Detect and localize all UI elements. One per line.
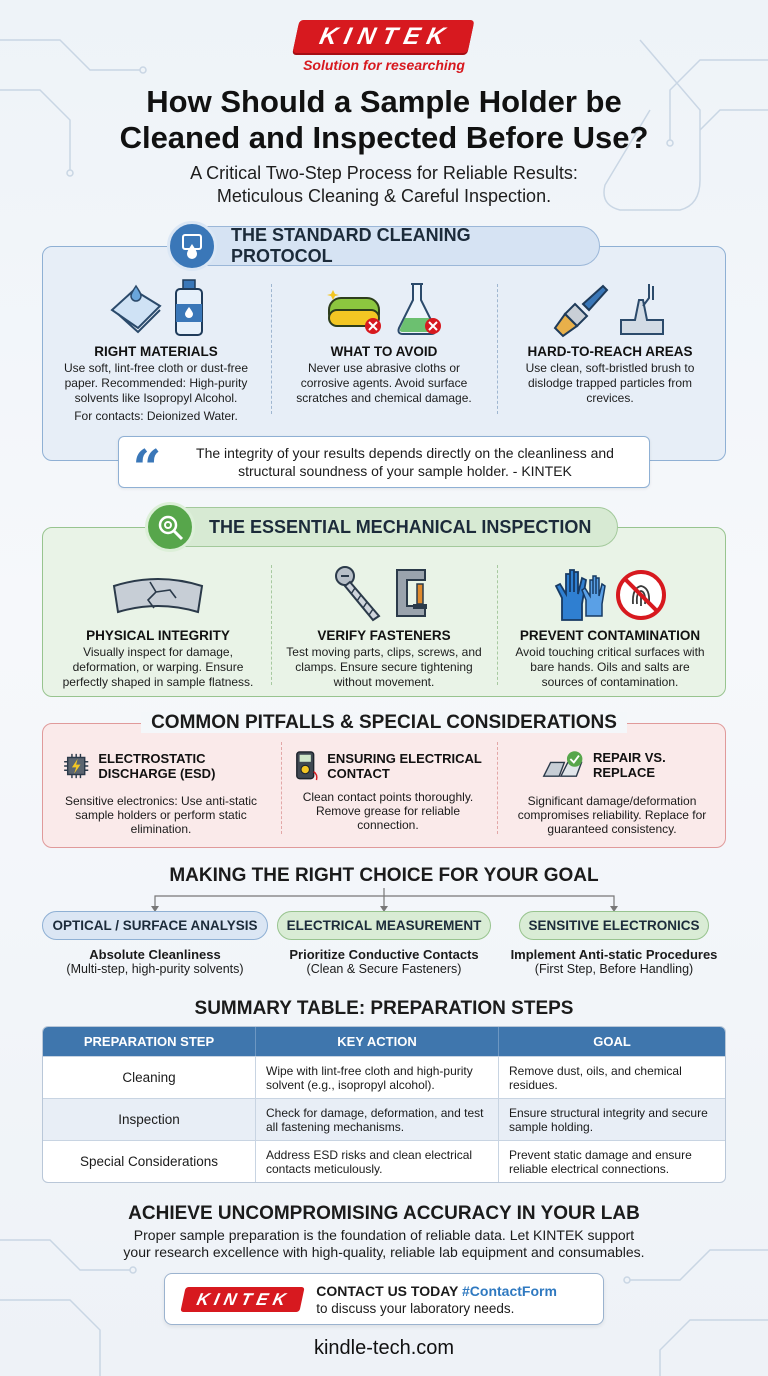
water-drop-icon <box>167 221 217 271</box>
table-header-cell: PREPARATION STEP <box>83 1034 215 1049</box>
kintek-quote <box>118 436 650 497</box>
table-cell: Prevent static damage and ensure reliable electrical connections. <box>498 1141 725 1182</box>
page-subtitle <box>0 162 768 208</box>
cracked-plate-icon <box>110 568 206 622</box>
cleaning-heading-text: THE STANDARD CLEANING PROTOCOL <box>231 225 471 266</box>
divider <box>271 565 272 685</box>
cleaning-col-title: WHAT TO AVOID <box>330 344 438 359</box>
cleaning-col-text: Use clean, soft-bristled brush to dislodge trapped particles from crevices. <box>525 361 695 405</box>
choice-detail-line-2: (Clean & Secure Fasteners) <box>306 962 462 976</box>
cleaning-col-avoid <box>282 276 486 406</box>
choice-optical-detail <box>42 947 268 977</box>
pitfalls-heading <box>0 712 768 734</box>
table-header-row <box>43 1027 725 1056</box>
cleaning-col-text: Never use abrasive cloths or corrosive agents. Avoid surface scratches and chemical damage. <box>296 361 472 405</box>
corrosive-flask-icon <box>393 280 443 338</box>
choice-optical[interactable]: OPTICAL / SURFACE ANALYSIS <box>42 911 268 940</box>
quote-icon: “ <box>132 438 162 497</box>
choice-detail-line-2: (Multi-step, high-purity solvents) <box>66 962 244 976</box>
pitfall-title: ENSURING ELECTRICAL CONTACT <box>327 751 482 781</box>
inspection-col-title: PHYSICAL INTEGRITY <box>86 628 230 643</box>
choice-connector <box>0 888 768 912</box>
choice-electrical-detail <box>272 947 496 977</box>
website-link[interactable]: kindle-tech.com <box>313 1337 455 1359</box>
inspection-col-integrity <box>56 560 260 690</box>
screw-icon <box>333 564 385 622</box>
clamp-icon <box>391 564 435 622</box>
choice-electrical[interactable]: ELECTRICAL MEASUREMENT <box>277 911 491 940</box>
inspection-heading <box>150 507 618 547</box>
cta-heading: ACHIEVE UNCOMPROMISING ACCURACY IN YOUR LAB <box>128 1203 640 1224</box>
abrasive-sponge-icon <box>325 284 387 338</box>
divider <box>497 742 498 834</box>
subtitle-line-2: Meticulous Cleaning & Careful Inspection. <box>216 186 552 206</box>
pitfall-text: Sensitive electronics: Use anti-static sample holders or perform static elimination. <box>64 794 258 836</box>
solvent-bottle-icon <box>172 278 206 338</box>
choice-heading: MAKING THE RIGHT CHOICE FOR YOUR GOAL <box>169 865 599 886</box>
brush-icon <box>553 280 611 338</box>
contact-line-2: to discuss your laboratory needs. <box>316 1300 515 1316</box>
cta-text: Proper sample preparation is the foundation of reliable data. Let KINTEK support your research excellence with high-quality, reliable lab equipment and consumables. <box>123 1227 645 1260</box>
inspection-col-text: Visually inspect for damage, deformation, or warping. Ensure perfectly shaped in sample flatness. <box>62 645 254 689</box>
pitfall-text: Significant damage/deformation compromises reliability. Replace for guaranteed consistency. <box>517 794 707 836</box>
table-cell: Wipe with lint-free cloth and high-purity solvent (e.g., isopropyl alcohol). <box>255 1057 498 1098</box>
choice-detail-line-1: Implement Anti-static Procedures <box>510 947 718 962</box>
cleaning-col-title: HARD-TO-REACH AREAS <box>527 344 693 359</box>
pitfall-esd <box>62 746 260 836</box>
divider <box>271 284 272 414</box>
choice-detail-line-1: Absolute Cleanliness <box>89 947 221 962</box>
replace-check-icon <box>542 748 585 782</box>
pitfall-repair-replace <box>512 748 712 836</box>
logo-badge: KINTEK <box>293 20 475 53</box>
summary-table <box>42 1026 726 1183</box>
cleaning-col-text: Use soft, lint-free cloth or dust-free paper. Recommended: High-purity solvents like Isopropyl Alcohol. <box>63 361 249 405</box>
esd-chip-icon <box>62 746 90 786</box>
table-cell: Special Considerations <box>79 1153 219 1169</box>
contact-button[interactable] <box>164 1273 604 1325</box>
table-cell: Inspection <box>118 1111 180 1127</box>
choice-sensitive-detail <box>506 947 722 977</box>
crevice-icon <box>617 280 667 338</box>
inspection-heading-text: THE ESSENTIAL MECHANICAL INSPECTION <box>209 516 592 537</box>
page-title <box>0 84 768 156</box>
pitfall-text: Clean contact points thoroughly. Remove grease for reliable connection. <box>302 790 474 832</box>
table-heading: SUMMARY TABLE: PREPARATION STEPS <box>194 998 574 1019</box>
table-cell: Remove dust, oils, and chemical residues. <box>498 1057 725 1098</box>
contact-prefix: CONTACT US TODAY <box>316 1282 459 1299</box>
table-cell: Ensure structural integrity and secure sample holding. <box>498 1099 725 1140</box>
choice-detail-line-2: (First Step, Before Handling) <box>534 962 694 976</box>
pitfall-title: REPAIR VS. REPLACE <box>592 750 666 780</box>
multimeter-icon <box>294 744 319 788</box>
inspection-col-contamination <box>510 560 710 690</box>
magnifier-gear-icon <box>145 502 195 552</box>
table-cell: Address ESD risks and clean electrical contacts meticulously. <box>255 1141 498 1182</box>
pitfalls-heading-text: COMMON PITFALLS & SPECIAL CONSIDERATIONS <box>141 712 627 733</box>
title-line-1: How Should a Sample Holder be <box>146 84 622 119</box>
table-row <box>43 1140 725 1182</box>
table-cell: Cleaning <box>122 1069 176 1085</box>
cleaning-heading <box>172 226 600 266</box>
contact-form-link[interactable]: #ContactForm <box>462 1282 557 1299</box>
divider <box>497 565 498 685</box>
table-cell: Check for damage, deformation, and test all fastening mechanisms. <box>255 1099 498 1140</box>
table-row <box>43 1098 725 1140</box>
cloth-icon <box>106 280 166 338</box>
inspection-col-text: Avoid touching critical surfaces with bare hands. Oils and salts are sources of contamination. <box>515 645 705 689</box>
choice-detail-line-1: Prioritize Conductive Contacts <box>289 947 479 962</box>
contact-logo: KINTEK <box>180 1287 305 1312</box>
pitfall-title: ELECTROSTATIC DISCHARGE (ESD) <box>98 751 216 781</box>
kintek-logo[interactable] <box>0 20 768 73</box>
no-fingerprint-icon <box>614 568 668 622</box>
contact-text <box>316 1283 557 1316</box>
gloves-icon <box>552 564 608 622</box>
table-header-cell: KEY ACTION <box>255 1027 498 1056</box>
inspection-col-title: VERIFY FASTENERS <box>317 628 451 643</box>
quote-text: The integrity of your results depends directly on the cleanliness and structural soundness of your sample holder. - KINTEK <box>196 445 614 479</box>
subtitle-line-1: A Critical Two-Step Process for Reliable Results: <box>190 163 578 183</box>
cleaning-col-text-2: For contacts: Deionized Water. <box>74 409 238 423</box>
table-header-cell: GOAL <box>498 1027 725 1056</box>
table-row <box>43 1056 725 1098</box>
title-line-2: Cleaned and Inspected Before Use? <box>119 120 649 155</box>
cleaning-col-materials <box>56 276 256 424</box>
divider <box>497 284 498 414</box>
cleaning-col-hard-areas <box>510 276 710 406</box>
inspection-col-text: Test moving parts, clips, screws, and clamps. Ensure secure tightening without movement. <box>286 645 482 689</box>
logo-tagline: Solution for researching <box>303 57 465 73</box>
inspection-col-title: PREVENT CONTAMINATION <box>519 628 701 643</box>
divider <box>281 742 282 834</box>
choice-sensitive[interactable]: SENSITIVE ELECTRONICS <box>519 911 709 940</box>
inspection-col-fasteners <box>284 560 484 690</box>
cleaning-col-title: RIGHT MATERIALS <box>94 344 218 359</box>
pitfall-electrical-contact <box>294 744 482 832</box>
contact-line-1 <box>316 1283 557 1299</box>
